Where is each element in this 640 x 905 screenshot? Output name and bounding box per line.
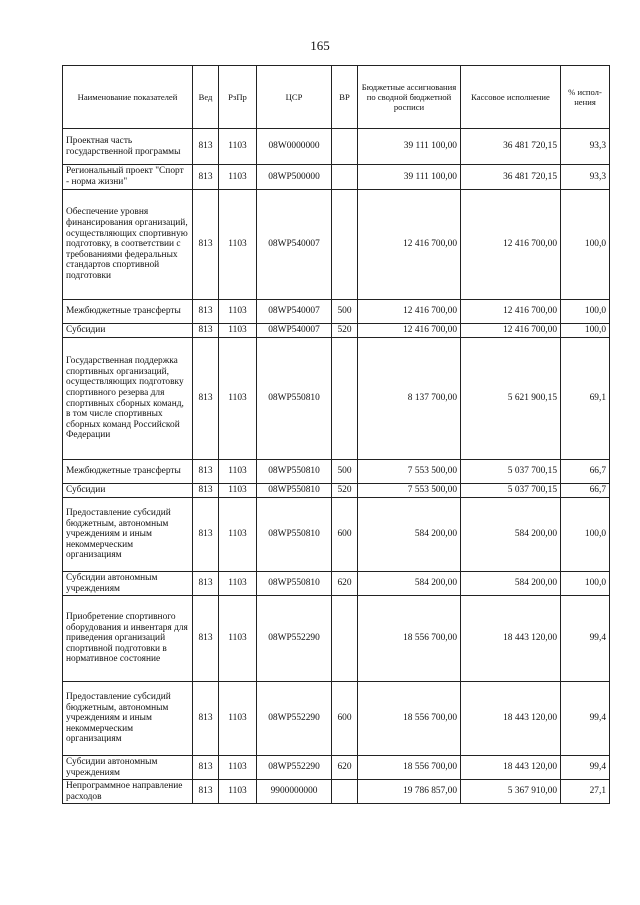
header-csr: ЦСР (257, 66, 332, 129)
row-cash: 18 443 120,00 (461, 756, 561, 780)
row-vr: 500 (332, 460, 358, 484)
row-budget: 12 416 700,00 (358, 190, 461, 300)
row-percent: 100,0 (561, 572, 610, 596)
row-name: Предоставление субсидий бюджетным, автономным учреждениям и иным некоммерческим организациям (63, 682, 193, 756)
row-ved: 813 (193, 165, 219, 190)
row-rzpr: 1103 (219, 682, 257, 756)
row-percent: 100,0 (561, 190, 610, 300)
row-ved: 813 (193, 756, 219, 780)
row-name: Непрограммное направление расходов (63, 780, 193, 804)
row-budget: 584 200,00 (358, 498, 461, 572)
row-rzpr: 1103 (219, 190, 257, 300)
table-row (63, 682, 610, 756)
row-csr: 08WP552290 (257, 682, 332, 756)
row-ved: 813 (193, 324, 219, 338)
row-vr: 620 (332, 572, 358, 596)
row-name: Субсидии автономным учреждениям (63, 756, 193, 780)
row-vr: 600 (332, 498, 358, 572)
header-name: Наименование показателей (63, 66, 193, 129)
row-budget: 18 556 700,00 (358, 596, 461, 682)
row-rzpr: 1103 (219, 129, 257, 165)
row-name: Приобретение спортивного оборудования и инвентаря для приведения организаций спортивной подготовки в нормативное состояние (63, 596, 193, 682)
row-budget: 18 556 700,00 (358, 756, 461, 780)
row-percent: 93,3 (561, 129, 610, 165)
row-name: Государственная поддержка спортивных организаций, осуществляющих подготовку спортивного резерва для спортивных сборных команд, в том числе спортивных сборных команд Российской Федерации (63, 338, 193, 460)
row-budget: 12 416 700,00 (358, 324, 461, 338)
row-rzpr: 1103 (219, 300, 257, 324)
row-percent: 66,7 (561, 484, 610, 498)
row-ved: 813 (193, 780, 219, 804)
row-csr: 08WP500000 (257, 165, 332, 190)
row-csr: 08WP550810 (257, 498, 332, 572)
row-cash: 36 481 720,15 (461, 165, 561, 190)
header-cash: Кассовое исполнение (461, 66, 561, 129)
row-ved: 813 (193, 484, 219, 498)
row-ved: 813 (193, 190, 219, 300)
header-rzpr: РзПр (219, 66, 257, 129)
row-ved: 813 (193, 498, 219, 572)
table-row (63, 596, 610, 682)
row-csr: 9900000000 (257, 780, 332, 804)
row-cash: 12 416 700,00 (461, 324, 561, 338)
row-percent: 100,0 (561, 324, 610, 338)
row-csr: 08W0000000 (257, 129, 332, 165)
header-budget: Бюджетные ассигнования по сводной бюджетной росписи (358, 66, 461, 129)
row-vr (332, 338, 358, 460)
row-ved: 813 (193, 129, 219, 165)
row-vr (332, 190, 358, 300)
table-header-row (63, 66, 610, 129)
row-percent: 66,7 (561, 460, 610, 484)
row-ved: 813 (193, 300, 219, 324)
row-name: Обеспечение уровня финансирования организаций, осуществляющих спортивную подготовку, в соответствии с требованиями федеральных стандартов спортивной подготовки (63, 190, 193, 300)
row-name: Межбюджетные трансферты (63, 460, 193, 484)
row-csr: 08WP550810 (257, 484, 332, 498)
row-rzpr: 1103 (219, 338, 257, 460)
row-ved: 813 (193, 338, 219, 460)
row-percent: 99,4 (561, 756, 610, 780)
row-csr: 08WP550810 (257, 460, 332, 484)
row-ved: 813 (193, 596, 219, 682)
row-rzpr: 1103 (219, 324, 257, 338)
row-csr: 08WP540007 (257, 190, 332, 300)
row-budget: 584 200,00 (358, 572, 461, 596)
row-cash: 5 037 700,15 (461, 460, 561, 484)
row-vr (332, 780, 358, 804)
row-cash: 584 200,00 (461, 498, 561, 572)
row-percent: 100,0 (561, 300, 610, 324)
row-rzpr: 1103 (219, 756, 257, 780)
row-cash: 18 443 120,00 (461, 682, 561, 756)
row-rzpr: 1103 (219, 484, 257, 498)
row-csr: 08WP552290 (257, 756, 332, 780)
page-number: 165 (310, 38, 330, 53)
table-row (63, 165, 610, 190)
row-budget: 8 137 700,00 (358, 338, 461, 460)
row-budget: 39 111 100,00 (358, 165, 461, 190)
row-percent: 99,4 (561, 596, 610, 682)
row-budget: 7 553 500,00 (358, 484, 461, 498)
table-row (63, 780, 610, 804)
row-cash: 5 621 900,15 (461, 338, 561, 460)
row-name: Предоставление субсидий бюджетным, автономным учреждениям и иным некоммерческим организациям (63, 498, 193, 572)
row-vr: 520 (332, 324, 358, 338)
table-row (63, 300, 610, 324)
row-cash: 584 200,00 (461, 572, 561, 596)
table-row (63, 484, 610, 498)
row-csr: 08WP540007 (257, 324, 332, 338)
row-percent: 93,3 (561, 165, 610, 190)
row-name: Проектная часть государственной программы (63, 129, 193, 165)
row-cash: 36 481 720,15 (461, 129, 561, 165)
row-vr: 500 (332, 300, 358, 324)
row-csr: 08WP550810 (257, 572, 332, 596)
row-ved: 813 (193, 682, 219, 756)
row-budget: 7 553 500,00 (358, 460, 461, 484)
row-cash: 18 443 120,00 (461, 596, 561, 682)
row-vr: 520 (332, 484, 358, 498)
row-name: Региональный проект "Спорт - норма жизни" (63, 165, 193, 190)
row-cash: 5 037 700,15 (461, 484, 561, 498)
row-vr (332, 596, 358, 682)
budget-execution-table (62, 65, 610, 804)
row-rzpr: 1103 (219, 596, 257, 682)
header-percent: % испол-нения (561, 66, 610, 129)
row-percent: 99,4 (561, 682, 610, 756)
table-row (63, 498, 610, 572)
row-cash: 12 416 700,00 (461, 190, 561, 300)
table-row (63, 129, 610, 165)
table-row (63, 572, 610, 596)
row-ved: 813 (193, 460, 219, 484)
table-row (63, 460, 610, 484)
row-csr: 08WP552290 (257, 596, 332, 682)
row-rzpr: 1103 (219, 460, 257, 484)
row-vr (332, 129, 358, 165)
row-budget: 19 786 857,00 (358, 780, 461, 804)
row-name: Межбюджетные трансферты (63, 300, 193, 324)
row-cash: 5 367 910,00 (461, 780, 561, 804)
table-row (63, 190, 610, 300)
table-row (63, 756, 610, 780)
row-vr: 600 (332, 682, 358, 756)
row-csr: 08WP540007 (257, 300, 332, 324)
row-name: Субсидии (63, 484, 193, 498)
row-budget: 18 556 700,00 (358, 682, 461, 756)
row-name: Субсидии автономным учреждениям (63, 572, 193, 596)
row-vr (332, 165, 358, 190)
row-cash: 12 416 700,00 (461, 300, 561, 324)
table-row (63, 324, 610, 338)
row-rzpr: 1103 (219, 780, 257, 804)
row-percent: 27,1 (561, 780, 610, 804)
row-ved: 813 (193, 572, 219, 596)
row-budget: 12 416 700,00 (358, 300, 461, 324)
header-vr: ВР (332, 66, 358, 129)
row-rzpr: 1103 (219, 498, 257, 572)
row-percent: 100,0 (561, 498, 610, 572)
row-percent: 69,1 (561, 338, 610, 460)
row-budget: 39 111 100,00 (358, 129, 461, 165)
header-ved: Вед (193, 66, 219, 129)
row-rzpr: 1103 (219, 165, 257, 190)
row-csr: 08WP550810 (257, 338, 332, 460)
row-rzpr: 1103 (219, 572, 257, 596)
row-vr: 620 (332, 756, 358, 780)
row-name: Субсидии (63, 324, 193, 338)
table-row (63, 338, 610, 460)
